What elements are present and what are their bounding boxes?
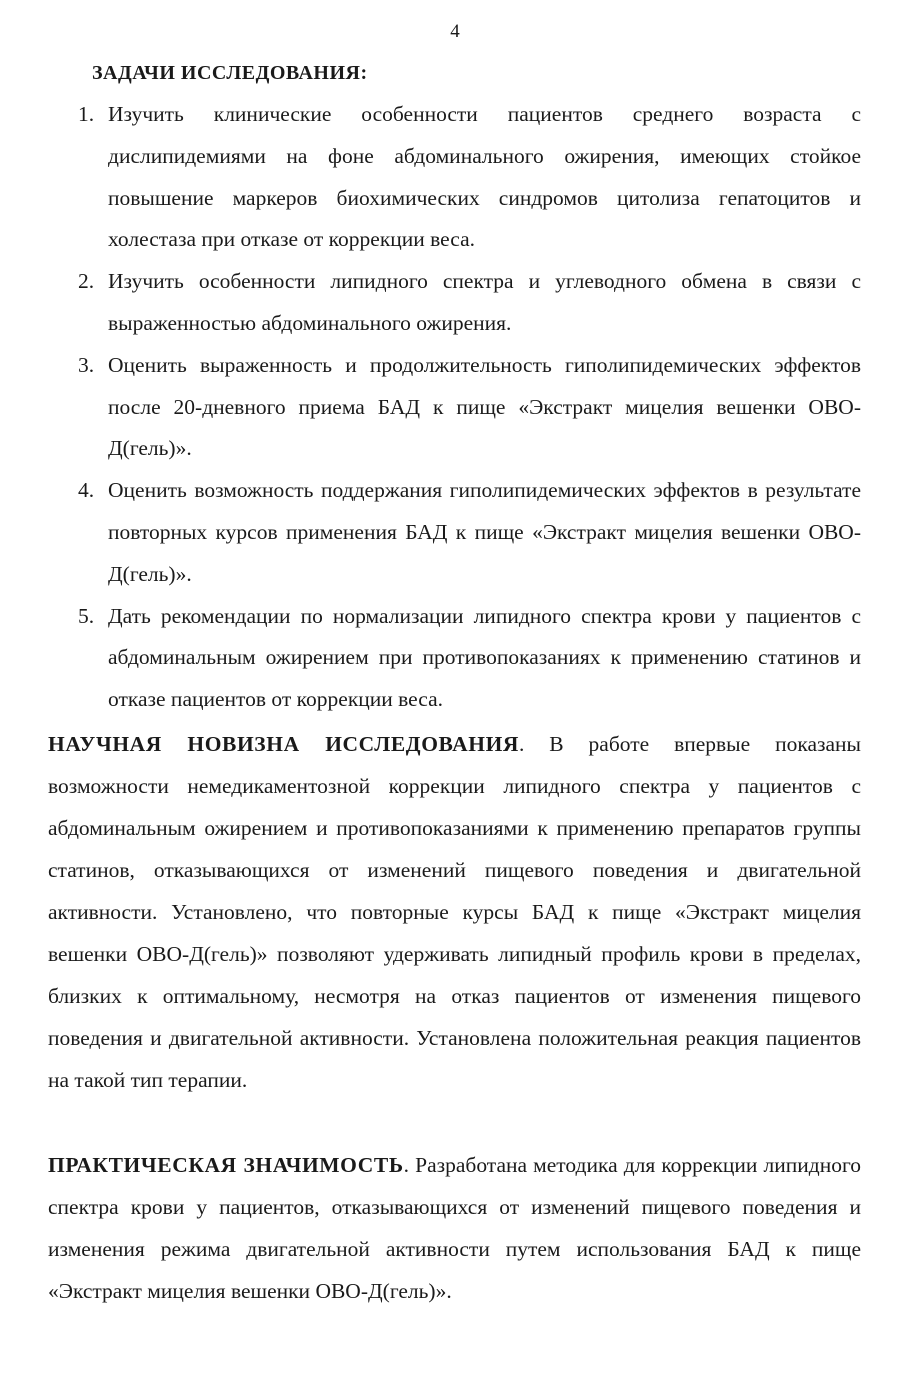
task-item-4: [50, 470, 861, 595]
task-item-1: [50, 94, 861, 261]
scientific-novelty-text: . В работе впервые показаны возможности немедикаментозной коррекции липидного спектра у пациентов с абдоминальным ожирением и противопоказаниями к применению препаратов группы статинов, отказывающихся от изменений пищевого поведения и двигательной активности. Установлено, что повторные курсы БАД к пище «Экстракт мицелия вешенки ОВО-Д(гель)» позволяют удерживать липидный профиль крови в пределах, близких к оптимальному, несмотря на отказ пациентов от изменения пищевого поведения и двигательной активности. Установлена положительная реакция пациентов на такой тип терапии.: [48, 732, 861, 1092]
task-text: Оценить возможность поддержания гиполипидемических эффектов в результате повторных курсов применения БАД к пище «Экстракт мицелия вешенки ОВО-Д(гель)».: [108, 478, 861, 586]
task-number: 3.: [78, 352, 95, 377]
task-text: Оценить выраженность и продолжительность гиполипидемических эффектов после 20-дневного приема БАД к пище «Экстракт мицелия вешенки ОВО-Д(гель)».: [108, 352, 861, 461]
practical-significance-heading: ПРАКТИЧЕСКАЯ ЗНАЧИМОСТЬ: [48, 1153, 404, 1177]
practical-significance-paragraph: [48, 1144, 861, 1312]
task-text: Дать рекомендации по нормализации липидного спектра крови у пациентов с абдоминальным ожирением при противопоказаниях к применению статинов и отказе пациентов от коррекции веса.: [108, 603, 861, 712]
tasks-heading: ЗАДАЧИ ИССЛЕДОВАНИЯ:: [92, 62, 368, 84]
page-number: 4: [450, 21, 460, 42]
practical-significance-text: . Разработана методика для коррекции липидного спектра крови у пациентов, отказывающихся от изменений пищевого поведения и изменения режима двигательной активности путем использования БАД к пище «Экстракт мицелия вешенки ОВО-Д(гель)».: [48, 1153, 861, 1303]
task-number: 2.: [78, 269, 95, 294]
task-number: 1.: [78, 102, 95, 126]
task-item-2: [50, 261, 861, 345]
task-number: 5.: [78, 603, 95, 628]
task-number: 4.: [78, 478, 95, 503]
task-text: Изучить особенности липидного спектра и углеводного обмена в связи с выраженностью абдоминального ожирения.: [108, 269, 861, 335]
task-text: Изучить клинические особенности пациентов среднего возраста с дислипидемиями на фоне абдоминального ожирения, имеющих стойкое повышение маркеров биохимических синдромов цитолиза гепатоцитов и холестаза при отказе от коррекции веса.: [108, 102, 861, 252]
task-item-3: [50, 345, 861, 470]
scientific-novelty-paragraph: [48, 723, 861, 1101]
scientific-novelty-heading: НАУЧНАЯ НОВИЗНА ИССЛЕДОВАНИЯ: [48, 732, 520, 756]
tasks-list: [50, 94, 861, 721]
task-item-5: [50, 596, 861, 721]
